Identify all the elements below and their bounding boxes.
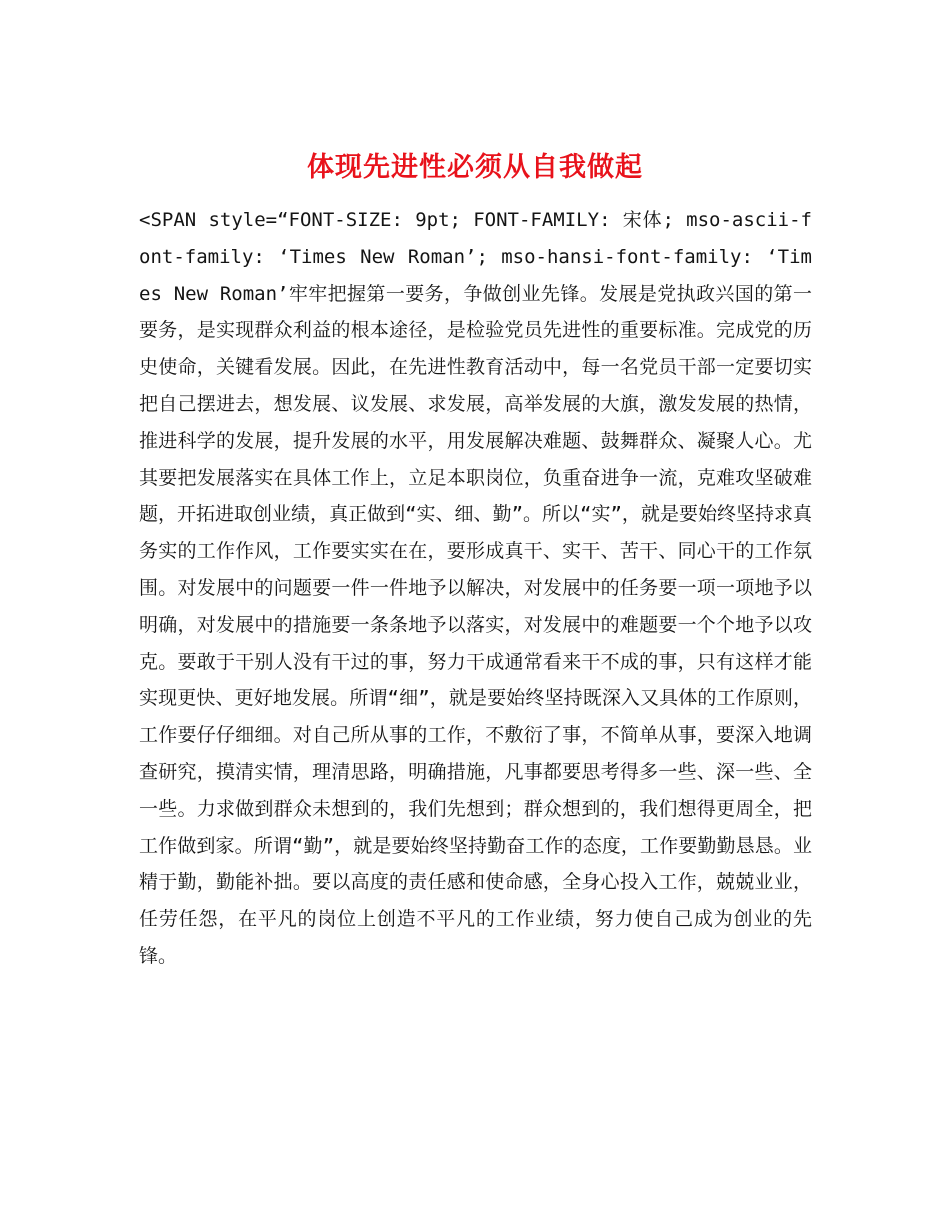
document-body-paragraph: <SPAN style=“FONT-SIZE: 9pt; FONT-FAMILY: 宋体; mso-ascii-font-family: ‘Times New Roman’; mso-hansi-font-family: ‘Times New Roman’牢牢把握第一要务，争做创业先锋。发展是党执政兴国的第一要务，是实现群众利益的根本途径，是检验党员先进性的重要标准。完成党的历史使命，关键看发展。因此，在先进性教育活动中，每一名党员干部一定要切实把自己摆进去，想发展、议发展、求发展，高举发展的大旗，激发发展的热情，推进科学的发展，提升发展的水平，用发展解决难题、鼓舞群众、凝聚人心。尤其要把发展落实在具体工作上，立足本职岗位，负重奋进争一流，克难攻坚破难题，开拓进取创业绩，真正做到“实、细、勤”。所以“实”，就是要始终坚持求真务实的工作作风，工作要实实在在，要形成真干、实干、苦干、同心干的工作氛围。对发展中的问题要一件一件地予以解决，对发展中的任务要一项一项地予以明确，对发展中的措施要一条条地予以落实，对发展中的难题要一个个地予以攻克。要敢于干别人没有干过的事，努力干成通常看来干不成的事，只有这样才能实现更快、更好地发展。所谓“细”，就是要始终坚持既深入又具体的工作原则，工作要仔仔细细。对自己所从事的工作，不敷衍了事，不简单从事，要深入地调查研究，摸清实情，理清思路，明确措施，凡事都要思考得多一些、深一些、全一些。力求做到群众未想到的，我们先想到；群众想到的，我们想得更周全，把工作做到家。所谓“勤”，就是要始终坚持勤奋工作的态度，工作要勤勤恳恳。业精于勤，勤能补拙。要以高度的责任感和使命感，全身心投入工作，兢兢业业，任劳任怨，在平凡的岗位上创造不平凡的工作业绩，努力使自己成为创业的先锋。: [139, 209, 812, 967]
document-title: 体现先进性必须从自我做起: [307, 152, 643, 184]
